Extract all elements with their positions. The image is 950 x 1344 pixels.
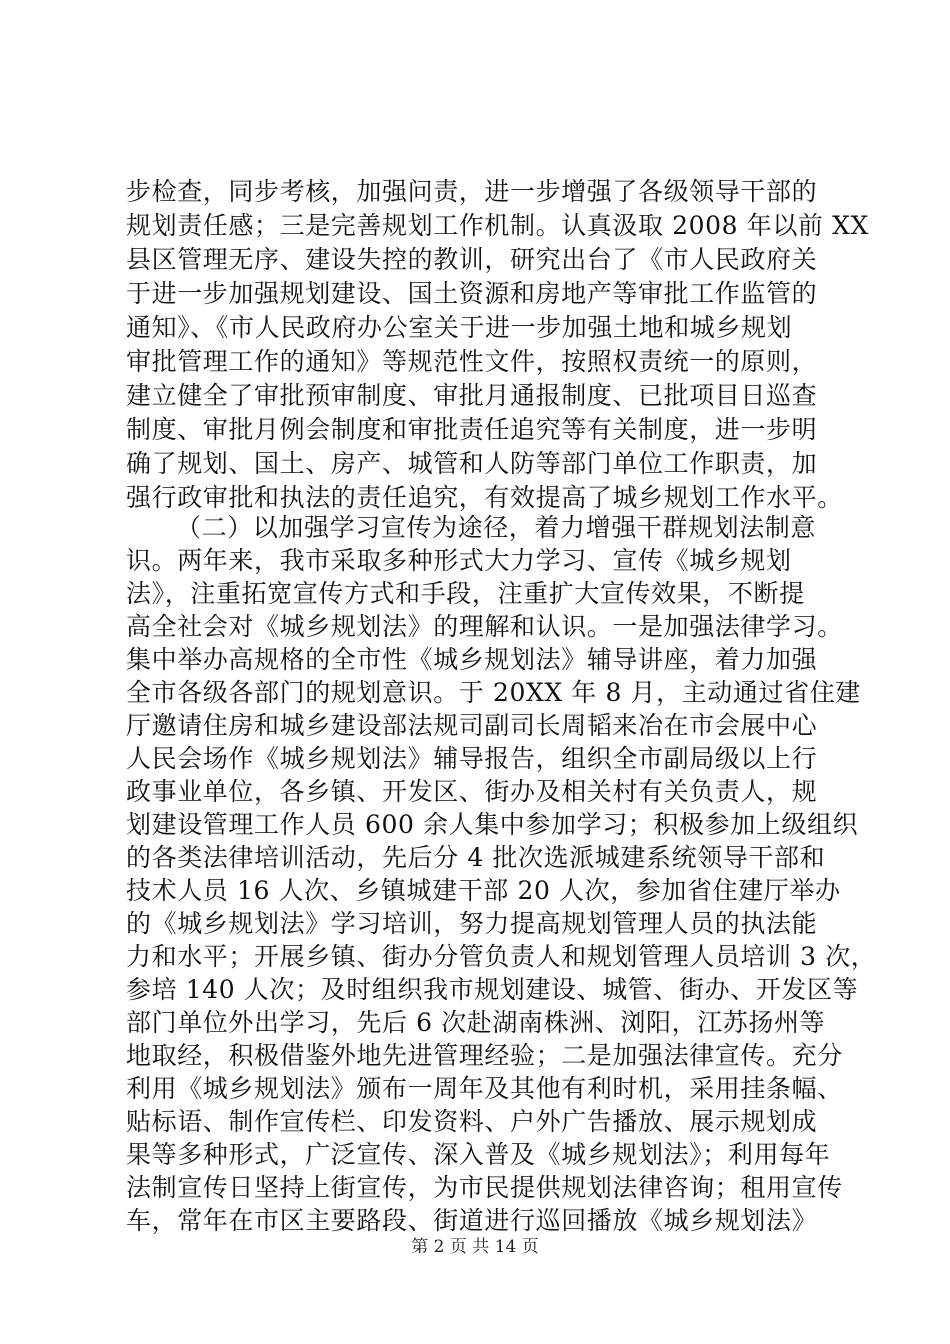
text-line: 制度、审批月例会制度和审批责任追究等有关制度，进一步明 <box>126 415 818 444</box>
text-line: 确了规划、国土、房产、城管和人防等部门单位工作职责，加 <box>126 449 818 478</box>
text-line: 划建设管理工作人员 600 余人集中参加学习；积极参加上级组织 <box>126 810 859 839</box>
text-line: 规划责任感；三是完善规划工作机制。认真汲取 2008 年以前 XX <box>126 211 869 240</box>
text-line: 于进一步加强规划建设、国土资源和房地产等审批工作监管的 <box>126 279 818 308</box>
text-line: 的各类法律培训活动，先后分 4 批次选派城建系统领导干部和 <box>126 843 826 872</box>
text-line: 果等多种形式，广泛宣传、深入普及《城乡规划法》；利用每年 <box>126 1140 831 1169</box>
text-line: 法制宣传日坚持上街宣传，为市民提供规划法律咨询；租用宣传 <box>126 1173 843 1202</box>
text-line: 力和水平；开展乡镇、街办分管负责人和规划管理人员培训 3 次， <box>126 942 877 971</box>
text-line: 的《城乡规划法》学习培训，努力提高规划管理人员的执法能 <box>126 909 818 938</box>
text-line: 技术人员 16 人次、乡镇城建干部 20 人次，参加省住建厅举办 <box>126 876 841 905</box>
page-footer: 第 2 页 共 14 页 <box>411 1237 539 1257</box>
text-line: 部门单位外出学习，先后 6 次赴湖南株洲、浏阳，江苏扬州等 <box>126 1008 826 1037</box>
text-line: 参培 140 人次；及时组织我市规划建设、城管、街办、开发区等 <box>126 975 859 1004</box>
text-line: 贴标语、制作宣传栏、印发资料、户外广告播放、展示规划成 <box>126 1107 818 1136</box>
text-line: 厅邀请住房和城乡建设部法规司副司长周韬来冶在市会展中心 <box>126 711 818 740</box>
text-line: 地取经，积极借鉴外地先进管理经验；二是加强法律宣传。充分 <box>126 1041 843 1070</box>
text-line: 识。两年来，我市采取多种形式大力学习、宣传《城乡规划 <box>126 546 792 575</box>
text-line: 县区管理无序、建设失控的教训，研究出台了《市人民政府关 <box>126 245 818 274</box>
text-line: 步检查，同步考核，加强问责，进一步增强了各级领导干部的 <box>126 177 818 206</box>
text-line: 强行政审批和执法的责任追究，有效提高了城乡规划工作水平。 <box>126 483 843 512</box>
text-line: 利用《城乡规划法》颁布一周年及其他有利时机，采用挂条幅、 <box>126 1074 843 1103</box>
text-line: （二）以加强学习宣传为途径，着力增强干群规划法制意 <box>176 513 817 542</box>
text-line: 审批管理工作的通知》等规范性文件，按照权责统一的原则， <box>126 347 818 376</box>
text-line: 人民会场作《城乡规划法》辅导报告，组织全市副局级以上行 <box>126 744 818 773</box>
text-line: 集中举办高规格的全市性《城乡规划法》辅导讲座，着力加强 <box>126 645 818 674</box>
text-line: 法》，注重拓宽宣传方式和手段，注重扩大宣传效果，不断提 <box>126 579 805 608</box>
text-line: 政事业单位，各乡镇、开发区、街办及相关村有关负责人，规 <box>126 777 818 806</box>
text-line: 高全社会对《城乡规划法》的理解和认识。一是加强法律学习。 <box>126 612 843 641</box>
text-line: 通知》、《市人民政府办公室关于进一步加强土地和城乡规划 <box>126 313 793 342</box>
text-line: 车，常年在市区主要路段、街道进行巡回播放《城乡规划法》 <box>126 1206 818 1235</box>
text-line: 建立健全了审批预审制度、审批月通报制度、已批项目日巡查 <box>126 381 818 410</box>
text-line: 全市各级各部门的规划意识。于 20XX 年 8 月，主动通过省住建 <box>126 678 861 707</box>
